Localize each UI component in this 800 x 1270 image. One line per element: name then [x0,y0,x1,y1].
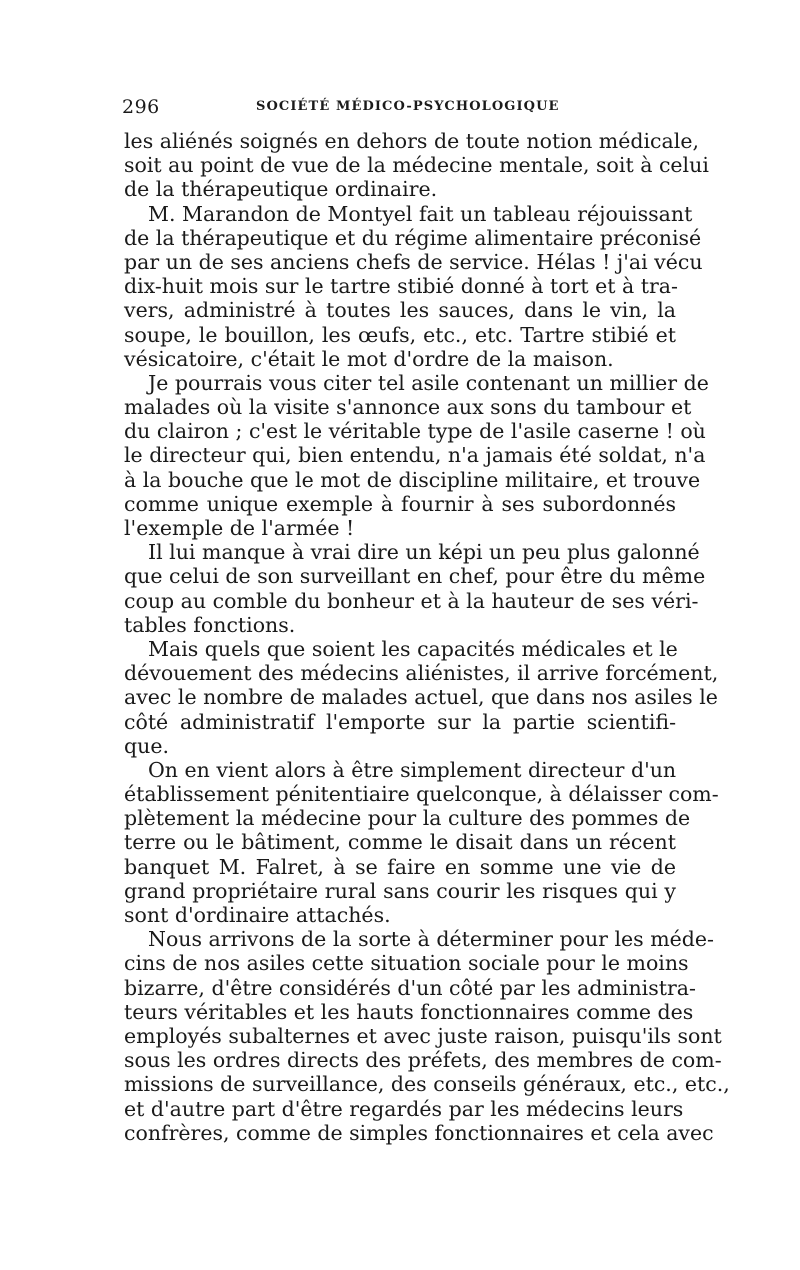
text-line: Nous arrivons de la sorte à déterminer pour les méde- [148,927,714,952]
text-line: M. Marandon de Montyel fait un tableau réjouissant [148,201,693,226]
text-line: bizarre, d'être considérés d'un côté par les administra- [124,975,696,1000]
page-header [122,96,682,120]
text-line: dix-huit mois sur le tartre stibié donné à tort et à tra- [124,274,678,299]
text-line: établissement pénitentiaire quelconque, à délaisser com- [124,782,719,807]
page-number: 296 [122,96,160,118]
text-line: On en vient alors à être simplement directeur d'un [148,757,677,782]
text-line: que celui de son surveillant en chef, pour être du même [124,564,706,589]
text-line: côté administratif l'emporte sur la partie scientifi- [124,709,676,734]
text-line: soupe, le bouillon, les œufs, etc., etc. Tartre stibié et [124,322,676,347]
text-line: terre ou le bâtiment, comme le disait dans un récent [124,830,676,855]
text-line: par un de ses anciens chefs de service. Hélas ! j'ai vécu [124,249,703,274]
text-line: de la thérapeutique et du régime alimentaire préconisé [124,225,702,250]
text-line: coup au comble du bonheur et à la hauteur de ses véri- [124,588,699,613]
text-line: grand propriétaire rural sans courir les risques qui y [124,878,676,903]
text-line: avec le nombre de malades actuel, que dans nos asiles le [124,685,718,710]
text-line: vers, administré à toutes les sauces, dans le vin, la [124,298,676,323]
text-line: comme unique exemple à fournir à ses subordonnés [124,491,676,516]
text-line: Mais quels que soient les capacités médicales et le [148,636,678,661]
text-line: de la thérapeutique ordinaire. [124,177,438,202]
text-line: employés subalternes et avec juste raison, puisqu'ils sont [124,1023,722,1048]
text-line: tables fonctions. [124,612,296,637]
text-line: du clairon ; c'est le véritable type de l'asile caserne ! où [124,419,706,444]
text-line: vésicatoire, c'était le mot d'ordre de la maison. [124,346,614,371]
text-line: sont d'ordinaire attachés. [124,903,391,927]
text-line: Il lui manque à vrai dire un képi un peu plus galonné [148,540,700,565]
text-line: dévouement des médecins aliénistes, il arrive forcément, [124,661,719,686]
text-line: le directeur qui, bien entendu, n'a jamais été soldat, n'a [124,443,706,468]
text-line: confrères, comme de simples fonctionnaires et cela avec [124,1120,714,1145]
text-line: Je pourrais vous citer tel asile contenant un millier de [148,370,709,395]
text-line: et d'autre part d'être regardés par les médecins leurs [124,1096,684,1121]
text-line: soit au point de vue de la médecine mentale, soit à celui [124,153,709,178]
text-line: à la bouche que le mot de discipline militaire, et trouve [124,467,701,492]
text-line: cins de nos asiles cette situation sociale pour le moins [124,951,689,976]
running-title: SOCIÉTÉ MÉDICO-PSYCHOLOGIQUE [256,99,560,114]
text-line: missions de surveillance, des conseils généraux, etc., etc., [124,1072,730,1097]
text-line: teurs véritables et les hauts fonctionnaires comme des [124,999,694,1024]
body-text [124,129,730,1145]
text-line: banquet M. Falret, à se faire en somme une vie de [124,854,676,879]
text-line: plètement la médecine pour la culture des pommes de [124,806,691,831]
text-line: malades où la visite s'annonce aux sons du tambour et [124,395,692,420]
text-line: sous les ordres directs des préfets, des membres de com- [124,1048,722,1073]
text-line: l'exemple de l'armée ! [124,516,355,540]
text-line: les aliénés soignés en dehors de toute notion médicale, [124,129,699,153]
text-line: que. [124,733,169,758]
